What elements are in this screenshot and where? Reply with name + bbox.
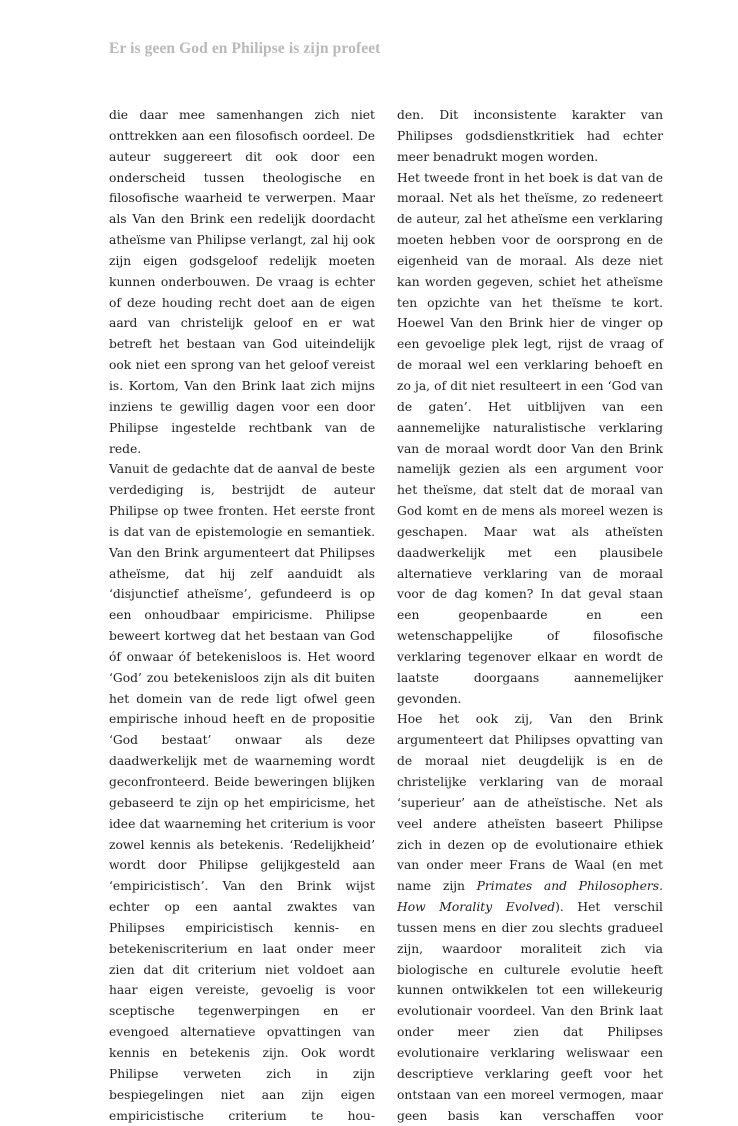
book-title: Primates and Philosophers. How Morality Evolved (397, 879, 664, 915)
paragraph: die daar mee samenhangen zich niet onttrekken aan een filosofisch oordeel. De auteur suggereert dit ook door een onderscheid tussen theologische en filosofische waarheid te verwerpen. Maar als Van den Brink een redelijk doordacht atheïsme van Philipse verlangt, zal hij ook zijn eigen godsgeloof redelijk moeten kunnen onderbouwen. De vraag is echter of deze houding recht doet aan de eigen aard van christelijk geloof en er wat betreft het bestaan van God uiteindelijk ook niet een sprong van het geloof vereist is. Kortom, Van den Brink laat zich mijns inziens te gewillig dagen voor een door Philipse ingestelde rechtbank van de rede. (109, 108, 375, 456)
paragraph-text: ). Het verschil tussen mens en dier zou slechts gradueel zijn, waardoor moraliteit zich via biologische en culturele evolutie heeft kunnen ontwikkelen tot een willekeurig evolutionair voordeel. Van den Brink laat onder meer zien dat Philipses evolutionaire verklaring weliswaar een descriptieve verklaring geeft voor het ontstaan van een moreel vermogen, maar geen basis kan verschaffen voor (397, 900, 663, 1123)
paragraph: Het tweede front in het boek is dat van de moraal. Net als het theïsme, zo redeneert de auteur, zal het atheïsme een verklaring moeten hebben voor de oorsprong en de eigenheid van de moraal. Als deze niet kan worden gegeven, schiet het atheïsme ten opzichte van het theïsme te kort. Hoewel Van den Brink hier de vinger op een gevoelige plek legt, rijst de vraag of de moraal wel een verklaring behoeft en zo ja, of dit niet resulteert in een ‘God van de gaten’. Het uitblijven van een aannemelijke naturalistische verklaring van de moraal wordt door Van den Brink namelijk gezien als een argument voor het theïsme, dat stelt dat de moraal van God komt en de mens als moreel wezen is geschapen. Maar wat als atheïsten daadwerkelijk met een plausibele alternatieve verklaring van de moraal voor de dag komen? In dat geval staan een geopenbaarde en een wetenschappelijke of filosofische verklaring tegenover elkaar en wordt de laatste doorgaans aannemelijker gevonden. (397, 170, 663, 706)
left-column (109, 105, 375, 1126)
right-column (397, 105, 663, 1126)
paragraph: Vanuit de gedachte dat de aanval de beste verdediging is, bestrijdt de auteur Philipse op twee fronten. Het eerste front is dat van de epistemologie en semantiek. Van den Brink argumenteert dat Philipses atheïsme, dat hij zelf aanduidt als ‘disjunctief atheïsme’, gefundeerd is op een onhoudbaar empiricisme. Philipse beweert kortweg dat het bestaan van God óf onwaar óf betekenisloos is. Het woord ‘God’ zou betekenisloos zijn als dit buiten het domein van de rede ligt ofwel geen empirische inhoud heeft en de propositie ‘God bestaat’ onwaar als deze daadwerkelijk met de waarneming wordt geconfronteerd. Beide beweringen blijken gebaseerd te zijn op het empiricisme, het idee dat waarneming het criterium is voor zowel kennis als betekenis. ‘Redelijkheid’ wordt door Philipse gelijkgesteld aan ‘empiricistisch’. Van den Brink wijst echter op een aantal zwaktes van Philipses empiricistisch kennis- en betekeniscriterium en laat onder meer zien dat dit criterium niet voldoet aan haar eigen vereiste, gevoelig is voor sceptische tegenwerpingen en er evengoed alternatieve opvattingen van kennis en betekenis zijn. Ook wordt Philipse verweten zich in zijn bespiegelingen niet aan zijn eigen empiricistische criterium te hou- (109, 462, 375, 1123)
running-header: Er is geen God en Philipse is zijn profeet (109, 40, 381, 57)
paragraph (397, 709, 663, 1126)
paragraph: den. Dit inconsistente karakter van Philipses godsdienstkritiek had echter meer benadrukt mogen worden. (397, 108, 663, 164)
paragraph-text: Hoe het ook zij, Van den Brink argumenteert dat Philipses opvatting van de moraal niet deugdelijk is en de christelijke verklaring van de moraal ‘superieur’ aan de atheïstische. Net als veel andere atheïsten baseert Philipse zich in dezen op de evolutionaire ethiek van onder meer Frans de Waal (en met name zijn (397, 712, 663, 894)
